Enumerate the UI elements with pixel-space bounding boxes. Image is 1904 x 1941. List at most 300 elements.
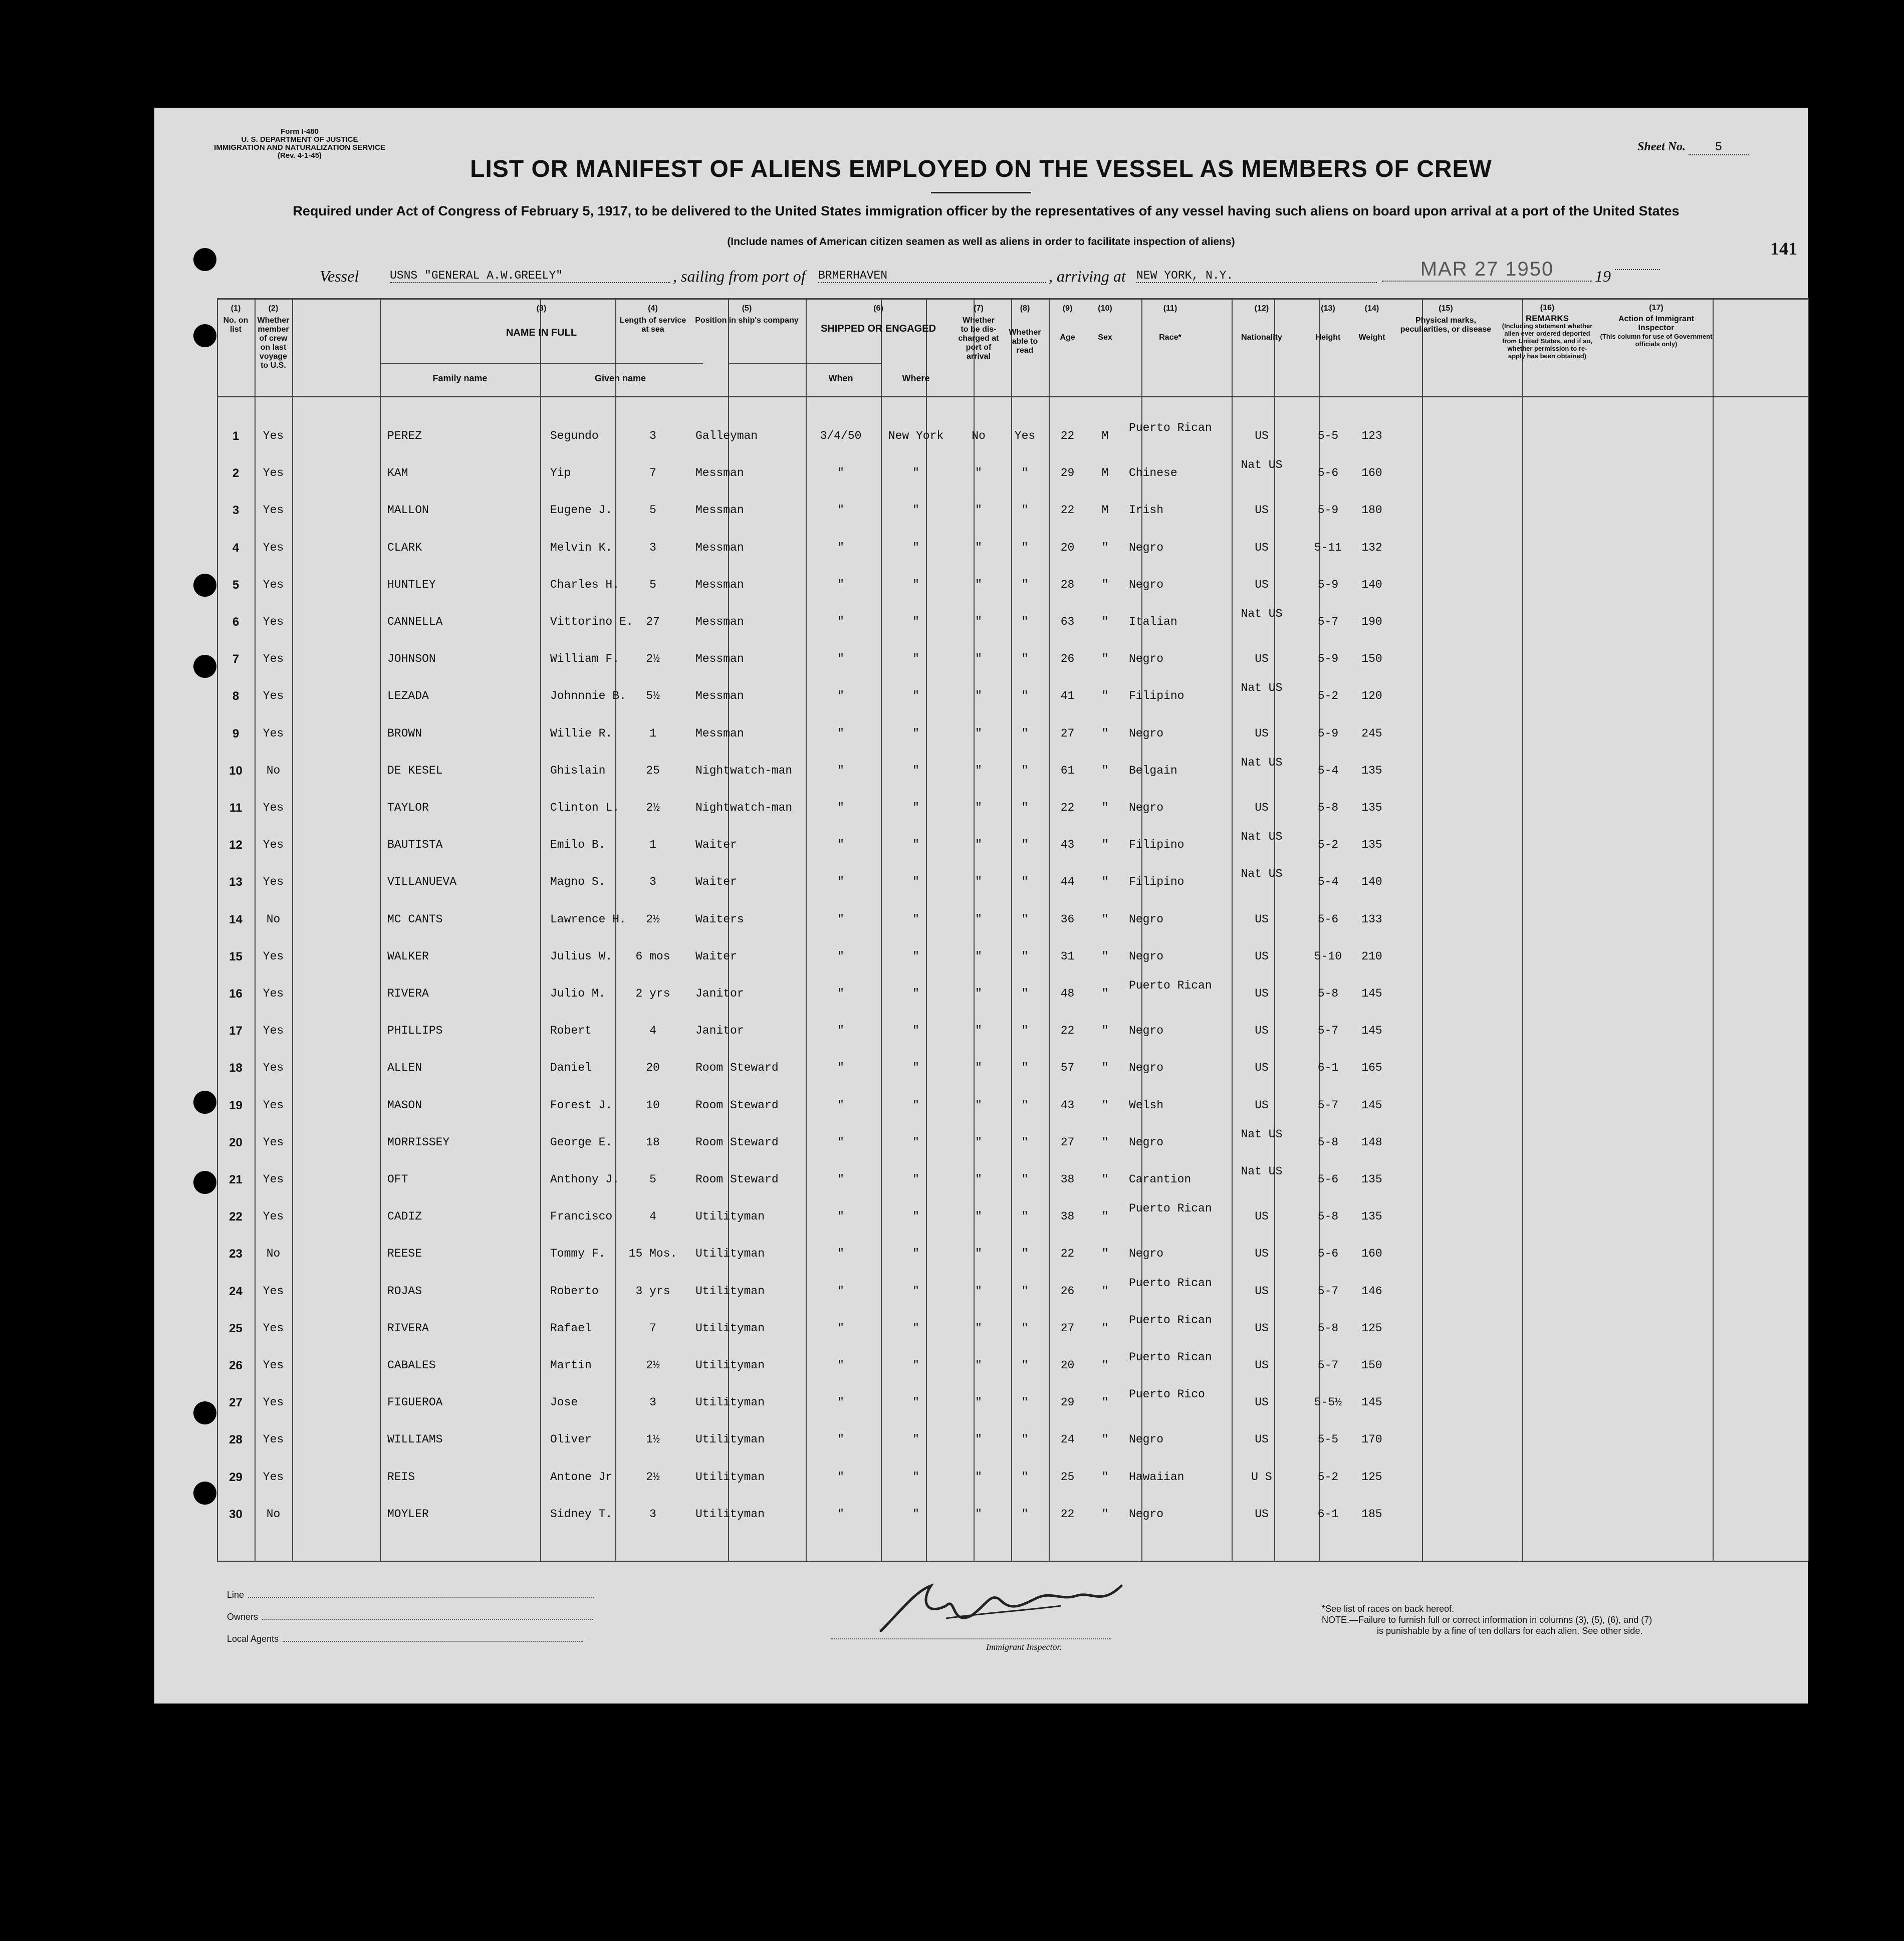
position: Messman bbox=[695, 466, 744, 480]
age: 27 bbox=[1060, 726, 1075, 740]
position: Utilityman bbox=[695, 1396, 765, 1409]
shipped-where: " bbox=[912, 1173, 919, 1186]
line-field: Line bbox=[227, 1590, 594, 1600]
age: 25 bbox=[1060, 1470, 1075, 1484]
sex: " bbox=[1101, 1135, 1109, 1149]
sex: M bbox=[1101, 429, 1109, 442]
row-number: 26 bbox=[229, 1359, 243, 1372]
shipped-when: " bbox=[837, 912, 844, 926]
weight: 245 bbox=[1361, 726, 1382, 740]
row-number: 29 bbox=[229, 1470, 243, 1484]
year-label: 19 bbox=[1595, 267, 1611, 285]
discharged: " bbox=[975, 1321, 982, 1335]
discharged: " bbox=[975, 726, 982, 740]
family-name: PEREZ bbox=[387, 429, 422, 442]
discharged: " bbox=[975, 466, 982, 480]
discharged: " bbox=[975, 615, 982, 628]
height: 5-7 bbox=[1317, 1359, 1339, 1372]
able-to-read: " bbox=[1021, 912, 1029, 926]
weight: 145 bbox=[1361, 1098, 1382, 1112]
family-name: MALLON bbox=[387, 504, 429, 517]
given-name: Sidney T. bbox=[550, 1507, 613, 1521]
able-to-read: Yes bbox=[1014, 429, 1036, 442]
discharged: " bbox=[975, 1470, 982, 1484]
member-value: No bbox=[266, 912, 281, 926]
member-value: Yes bbox=[263, 1061, 284, 1075]
header-remarks: (16) REMARKS (Including statement whether alien ever ordered deported from United States, and if so, whether permission to re-apply has been obtained) bbox=[1502, 304, 1593, 360]
height: 5-8 bbox=[1317, 801, 1339, 814]
revision: (Rev. 4-1-45) bbox=[277, 151, 322, 160]
given-name: Oliver bbox=[550, 1433, 592, 1446]
able-to-read: " bbox=[1021, 1359, 1029, 1372]
race: Filipino bbox=[1129, 875, 1184, 889]
height: 5-7 bbox=[1317, 1098, 1339, 1112]
sex: " bbox=[1101, 541, 1109, 554]
binder-hole bbox=[193, 1401, 216, 1424]
header-service: (4) Length of service at sea bbox=[619, 304, 686, 334]
service-length: 7 bbox=[649, 466, 656, 480]
row-number: 3 bbox=[232, 504, 240, 518]
year-blank bbox=[1615, 269, 1660, 270]
given-name: Robert bbox=[550, 1024, 592, 1038]
shipped-where: " bbox=[912, 987, 919, 1000]
family-name: MC CANTS bbox=[387, 912, 443, 926]
row-number: 16 bbox=[229, 987, 243, 1001]
inspector-signature-line bbox=[831, 1638, 1111, 1639]
able-to-read: " bbox=[1021, 987, 1029, 1000]
age: 22 bbox=[1060, 1024, 1075, 1038]
family-name: RIVERA bbox=[387, 1321, 429, 1335]
able-to-read: " bbox=[1021, 652, 1029, 666]
header-physical: (15) Physical marks, peculiarities, or disease bbox=[1400, 304, 1492, 334]
nationality: US bbox=[1255, 1359, 1269, 1372]
position: Messman bbox=[695, 726, 744, 740]
family-name: WALKER bbox=[387, 949, 429, 963]
position: Messman bbox=[695, 541, 744, 554]
member-value: No bbox=[266, 1507, 281, 1521]
able-to-read: " bbox=[1021, 466, 1029, 480]
department: U. S. DEPARTMENT OF JUSTICE bbox=[241, 135, 358, 144]
position: Utilityman bbox=[695, 1284, 765, 1298]
height: 6-1 bbox=[1317, 1507, 1339, 1521]
family-name: ROJAS bbox=[387, 1284, 422, 1298]
weight: 135 bbox=[1361, 1173, 1382, 1186]
family-name: WILLIAMS bbox=[387, 1433, 443, 1446]
weight: 133 bbox=[1361, 912, 1382, 926]
binder-hole bbox=[193, 324, 216, 347]
footer-notes bbox=[1322, 1603, 1652, 1636]
position: Utilityman bbox=[695, 1247, 765, 1261]
age: 36 bbox=[1060, 912, 1075, 926]
service-length: 1 bbox=[649, 726, 656, 740]
family-name: OFT bbox=[387, 1173, 408, 1186]
shipped-where: " bbox=[912, 1024, 919, 1038]
age: 20 bbox=[1060, 1359, 1075, 1372]
binder-hole bbox=[193, 1482, 216, 1505]
age: 26 bbox=[1060, 1284, 1075, 1298]
header-race: (11) Race* bbox=[1159, 304, 1181, 342]
height: 5-9 bbox=[1317, 652, 1339, 666]
member-value: Yes bbox=[263, 987, 284, 1000]
race: Negro bbox=[1129, 949, 1164, 963]
weight: 180 bbox=[1361, 504, 1382, 517]
given-name: Yip bbox=[550, 466, 571, 480]
header-no: (1) No. on list bbox=[223, 304, 249, 334]
shipped-when: " bbox=[837, 541, 844, 554]
weight: 145 bbox=[1361, 1396, 1382, 1409]
header-discharged: (7) Whether to be dis-charged at port of arrival bbox=[958, 304, 999, 361]
shipped-where: " bbox=[912, 1359, 919, 1372]
able-to-read: " bbox=[1021, 1173, 1029, 1186]
sex: " bbox=[1101, 652, 1109, 666]
height: 5-7 bbox=[1317, 1024, 1339, 1038]
nationality: US bbox=[1255, 429, 1269, 442]
member-value: Yes bbox=[263, 578, 284, 591]
agents-field: Local Agents bbox=[227, 1634, 583, 1644]
service-length: 3 bbox=[649, 875, 656, 889]
shipped-where: " bbox=[912, 1507, 919, 1521]
age: 22 bbox=[1060, 1247, 1075, 1261]
able-to-read: " bbox=[1021, 578, 1029, 591]
subtitle: Required under Act of Congress of February 5, 1917, to be delivered to the United States immigration officer by the representatives of any vessel having such aliens on board upon arrival at a port of the United States bbox=[293, 203, 1680, 218]
row-number: 8 bbox=[232, 689, 240, 703]
shipped-where: " bbox=[912, 466, 919, 480]
shipped-where: " bbox=[912, 912, 919, 926]
position: Utilityman bbox=[695, 1359, 765, 1372]
weight: 210 bbox=[1361, 949, 1382, 963]
weight: 165 bbox=[1361, 1061, 1382, 1075]
age: 31 bbox=[1060, 949, 1075, 963]
header-family-name: Family name bbox=[432, 373, 488, 383]
sex: " bbox=[1101, 615, 1109, 628]
position: Utilityman bbox=[695, 1210, 765, 1224]
shipped-when: " bbox=[837, 1470, 844, 1484]
service-length: 5 bbox=[649, 578, 656, 591]
age: 63 bbox=[1060, 615, 1075, 628]
shipped-when: " bbox=[837, 838, 844, 852]
race: Negro bbox=[1129, 652, 1164, 666]
sex: " bbox=[1101, 875, 1109, 889]
given-name: Roberto bbox=[550, 1284, 599, 1298]
crew-table bbox=[217, 298, 1808, 1561]
shipped-where: " bbox=[912, 689, 919, 703]
row-number: 5 bbox=[232, 578, 240, 592]
discharged: " bbox=[975, 1061, 982, 1075]
family-name: FIGUEROA bbox=[387, 1396, 443, 1409]
given-name: Jose bbox=[550, 1396, 578, 1409]
position: Room Steward bbox=[695, 1098, 779, 1112]
given-name: Tommy F. bbox=[550, 1247, 606, 1261]
subnote: (Include names of American citizen seamen as well as aliens in order to facilitate inspection of aliens) bbox=[727, 236, 1235, 248]
member-value: Yes bbox=[263, 1024, 284, 1038]
shipped-when: " bbox=[837, 1024, 844, 1038]
nationality: US bbox=[1255, 504, 1269, 517]
page-number: 141 bbox=[1770, 238, 1797, 259]
height: 5-6 bbox=[1317, 1247, 1339, 1261]
weight: 120 bbox=[1361, 689, 1382, 703]
race: Puerto Rican bbox=[1129, 1351, 1212, 1364]
position: Room Steward bbox=[695, 1135, 779, 1149]
member-value: Yes bbox=[263, 1321, 284, 1335]
service-length: 5 bbox=[649, 1173, 656, 1186]
date-stamp: MAR 27 1950 bbox=[1382, 258, 1592, 282]
discharged: " bbox=[975, 875, 982, 889]
nationality: US bbox=[1255, 912, 1269, 926]
race: Puerto Rican bbox=[1129, 1313, 1212, 1327]
height: 5-6 bbox=[1317, 912, 1339, 926]
height: 5-5 bbox=[1317, 1433, 1339, 1446]
given-name: Antone Jr bbox=[550, 1470, 613, 1484]
shipped-when: " bbox=[837, 726, 844, 740]
nationality: US bbox=[1255, 578, 1269, 591]
shipped-where: " bbox=[912, 1210, 919, 1224]
given-name: Eugene J. bbox=[550, 504, 613, 517]
height: 5-4 bbox=[1317, 875, 1339, 889]
weight: 123 bbox=[1361, 429, 1382, 442]
age: 48 bbox=[1060, 987, 1075, 1000]
arriving-label: , arriving at bbox=[1049, 267, 1126, 285]
sex: " bbox=[1101, 1024, 1109, 1038]
row-number: 11 bbox=[229, 801, 243, 815]
family-name: KAM bbox=[387, 466, 408, 480]
weight: 125 bbox=[1361, 1470, 1382, 1484]
able-to-read: " bbox=[1021, 764, 1029, 777]
position: Waiter bbox=[695, 838, 737, 852]
shipped-where: " bbox=[912, 1247, 919, 1261]
given-name: Anthony J. bbox=[550, 1173, 620, 1186]
sailing-from: BRMERHAVEN bbox=[818, 269, 1046, 283]
weight: 145 bbox=[1361, 1024, 1382, 1038]
race: Belgain bbox=[1129, 764, 1177, 777]
nationality: US bbox=[1255, 801, 1269, 814]
row-number: 10 bbox=[229, 764, 243, 778]
discharged: " bbox=[975, 1098, 982, 1112]
weight: 135 bbox=[1361, 801, 1382, 814]
nationality: Nat US bbox=[1241, 1127, 1283, 1141]
shipped-where: New York bbox=[888, 429, 944, 442]
header-shipped: (6) SHIPPED OR ENGAGED bbox=[820, 304, 936, 334]
service-length: 2½ bbox=[646, 1359, 660, 1372]
shipped-where: " bbox=[912, 1396, 919, 1409]
given-name: Julio M. bbox=[550, 987, 606, 1000]
header-given-name: Given name bbox=[594, 373, 646, 383]
service: IMMIGRATION AND NATURALIZATION SERVICE bbox=[214, 143, 385, 152]
able-to-read: " bbox=[1021, 1098, 1029, 1112]
shipped-when: " bbox=[837, 1507, 844, 1521]
able-to-read: " bbox=[1021, 838, 1029, 852]
member-value: Yes bbox=[263, 615, 284, 628]
member-value: Yes bbox=[263, 1098, 284, 1112]
discharged: " bbox=[975, 801, 982, 814]
sex: " bbox=[1101, 949, 1109, 963]
age: 22 bbox=[1060, 1507, 1075, 1521]
given-name: Melvin K. bbox=[550, 541, 613, 554]
form-number: Form I-480 bbox=[281, 127, 319, 136]
able-to-read: " bbox=[1021, 1247, 1029, 1261]
race: Filipino bbox=[1129, 838, 1184, 852]
position: Waiter bbox=[695, 875, 737, 889]
nationality: Nat US bbox=[1241, 756, 1283, 769]
member-value: No bbox=[266, 764, 281, 777]
row-number: 13 bbox=[229, 875, 243, 889]
row-number: 15 bbox=[229, 949, 243, 963]
age: 57 bbox=[1060, 1061, 1075, 1075]
shipped-where: " bbox=[912, 1433, 919, 1446]
age: 43 bbox=[1060, 838, 1075, 852]
race: Irish bbox=[1129, 504, 1164, 517]
age: 27 bbox=[1060, 1135, 1075, 1149]
height: 5-8 bbox=[1317, 1321, 1339, 1335]
given-name: Forest J. bbox=[550, 1098, 613, 1112]
discharged: " bbox=[975, 689, 982, 703]
able-to-read: " bbox=[1021, 801, 1029, 814]
given-name: Martin bbox=[550, 1359, 592, 1372]
discharged: " bbox=[975, 1247, 982, 1261]
row-number: 30 bbox=[229, 1507, 243, 1521]
given-name: Emilo B. bbox=[550, 838, 606, 852]
weight: 190 bbox=[1361, 615, 1382, 628]
member-value: Yes bbox=[263, 652, 284, 666]
race: Negro bbox=[1129, 801, 1164, 814]
shipped-when: " bbox=[837, 1098, 844, 1112]
row-number: 4 bbox=[232, 541, 240, 555]
title-underline bbox=[931, 192, 1031, 193]
binder-hole bbox=[193, 1171, 216, 1194]
sex: " bbox=[1101, 1470, 1109, 1484]
height: 5-4 bbox=[1317, 764, 1339, 777]
nationality: US bbox=[1255, 1507, 1269, 1521]
family-name: RIVERA bbox=[387, 987, 429, 1000]
weight: 160 bbox=[1361, 466, 1382, 480]
shipped-where: " bbox=[912, 764, 919, 777]
shipped-when: " bbox=[837, 1061, 844, 1075]
service-length: 2½ bbox=[646, 912, 660, 926]
shipped-when: " bbox=[837, 689, 844, 703]
position: Messman bbox=[695, 504, 744, 517]
sex: " bbox=[1101, 1173, 1109, 1186]
manifest-sheet bbox=[154, 108, 1808, 1704]
family-name: LEZADA bbox=[387, 689, 429, 703]
sex: " bbox=[1101, 801, 1109, 814]
height: 5-2 bbox=[1317, 838, 1339, 852]
member-value: Yes bbox=[263, 1210, 284, 1224]
race: Negro bbox=[1129, 541, 1164, 554]
binder-hole bbox=[193, 574, 216, 597]
weight: 170 bbox=[1361, 1433, 1382, 1446]
position: Utilityman bbox=[695, 1470, 765, 1484]
able-to-read: " bbox=[1021, 615, 1029, 628]
discharged: " bbox=[975, 1135, 982, 1149]
discharged: " bbox=[975, 1359, 982, 1372]
service-length: 25 bbox=[646, 764, 660, 777]
height: 5-10 bbox=[1314, 949, 1342, 963]
discharged: " bbox=[975, 1210, 982, 1224]
nationality: US bbox=[1255, 1210, 1269, 1224]
service-length: 4 bbox=[649, 1024, 656, 1038]
nationality: US bbox=[1255, 1284, 1269, 1298]
header-height: (13) Height bbox=[1315, 304, 1341, 342]
position: Janitor bbox=[695, 987, 744, 1000]
member-value: Yes bbox=[263, 875, 284, 889]
shipped-when: " bbox=[837, 615, 844, 628]
race: Welsh bbox=[1129, 1098, 1164, 1112]
member-value: Yes bbox=[263, 1284, 284, 1298]
member-value: Yes bbox=[263, 429, 284, 442]
race: Hawaiian bbox=[1129, 1470, 1184, 1484]
nationality: US bbox=[1255, 726, 1269, 740]
sex: " bbox=[1101, 1061, 1109, 1075]
given-name: Vittorino E. bbox=[550, 615, 633, 628]
header-nationality: (12) Nationality bbox=[1241, 304, 1282, 342]
member-value: Yes bbox=[263, 726, 284, 740]
header-member: (2) Whether member of crew on last voyage to U.S. bbox=[257, 304, 290, 370]
sex: " bbox=[1101, 1098, 1109, 1112]
header-name: (3) NAME IN FULL bbox=[506, 304, 577, 338]
service-length: 7 bbox=[649, 1321, 656, 1335]
given-name: Rafael bbox=[550, 1321, 592, 1335]
row-number: 21 bbox=[229, 1173, 243, 1186]
sex: " bbox=[1101, 578, 1109, 591]
position: Janitor bbox=[695, 1024, 744, 1038]
inspector-signature bbox=[871, 1571, 1151, 1641]
given-name: Willie R. bbox=[550, 726, 613, 740]
position: Messman bbox=[695, 615, 744, 628]
shipped-when: " bbox=[837, 1135, 844, 1149]
service-length: 20 bbox=[646, 1061, 660, 1075]
family-name: CANNELLA bbox=[387, 615, 443, 628]
age: 24 bbox=[1060, 1433, 1075, 1446]
race: Negro bbox=[1129, 1135, 1164, 1149]
nationality: Nat US bbox=[1241, 607, 1283, 620]
service-length: 2½ bbox=[646, 801, 660, 814]
sex: M bbox=[1101, 504, 1109, 517]
family-name: REIS bbox=[387, 1470, 415, 1484]
weight: 140 bbox=[1361, 875, 1382, 889]
member-value: Yes bbox=[263, 949, 284, 963]
row-number: 28 bbox=[229, 1433, 243, 1447]
given-name: George E. bbox=[550, 1135, 613, 1149]
weight: 150 bbox=[1361, 652, 1382, 666]
row-number: 14 bbox=[229, 912, 243, 926]
discharged: " bbox=[975, 1396, 982, 1409]
header-position: (5) Position in ship's company bbox=[695, 304, 799, 325]
given-name: Johnnnie B. bbox=[550, 689, 626, 703]
service-length: 10 bbox=[646, 1098, 660, 1112]
row-number: 22 bbox=[229, 1210, 243, 1224]
discharged: No bbox=[972, 429, 986, 442]
family-name: CABALES bbox=[387, 1359, 436, 1372]
shipped-where: " bbox=[912, 801, 919, 814]
height: 5-5 bbox=[1317, 429, 1339, 442]
family-name: BAUTISTA bbox=[387, 838, 443, 852]
race: Chinese bbox=[1129, 466, 1177, 480]
height: 5-9 bbox=[1317, 726, 1339, 740]
penalty-note-continued: is punishable by a fine of ten dollars for each alien. See other side. bbox=[1377, 1626, 1643, 1636]
given-name: William F. bbox=[550, 652, 620, 666]
able-to-read: " bbox=[1021, 875, 1029, 889]
shipped-when: " bbox=[837, 1433, 844, 1446]
race: Negro bbox=[1129, 1024, 1164, 1038]
race: Puerto Rican bbox=[1129, 979, 1212, 992]
able-to-read: " bbox=[1021, 1507, 1029, 1521]
binder-hole bbox=[193, 248, 216, 271]
weight: 135 bbox=[1361, 838, 1382, 852]
shipped-where: " bbox=[912, 1135, 919, 1149]
family-name: VILLANUEVA bbox=[387, 875, 457, 889]
age: 41 bbox=[1060, 689, 1075, 703]
service-length: 4 bbox=[649, 1210, 656, 1224]
height: 5-9 bbox=[1317, 578, 1339, 591]
